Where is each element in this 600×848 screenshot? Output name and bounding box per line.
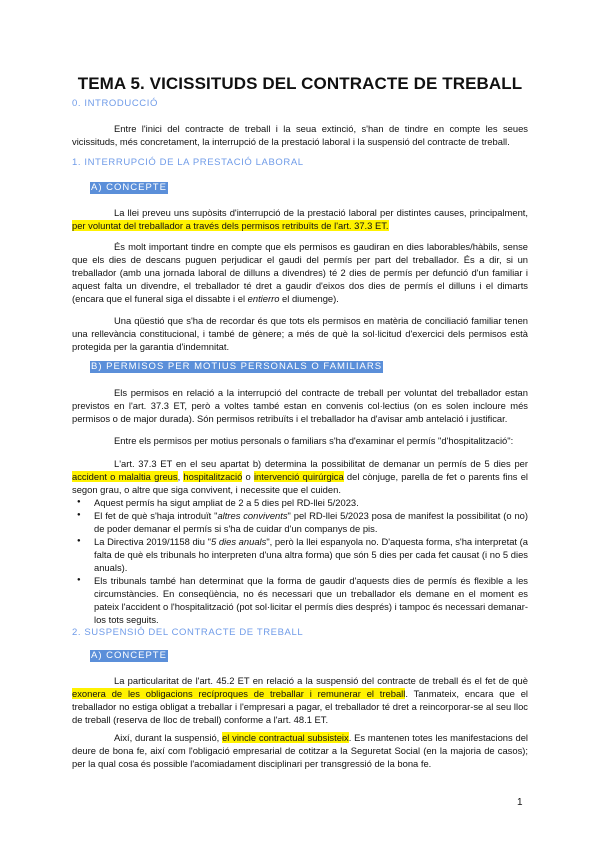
heading-suspensio: 2. SUSPENSIÓ DEL CONTRACTE DE TREBALL	[72, 627, 304, 638]
page-number: 1	[517, 797, 523, 808]
text-run: del cònjuge, parella de fet o parents fins el segon grau, o altre que siga convivent, i necessite que el cuiden.	[72, 471, 529, 495]
highlighted-text: accident o malaltia greus	[72, 471, 178, 482]
paragraph-a2	[72, 240, 528, 305]
bullet-item	[94, 509, 528, 535]
text-run: La Directiva 2019/1158 diu "	[94, 536, 211, 547]
highlighted-text: intervenció quirúrgica	[253, 471, 344, 482]
text-run: La particularitat de l'art. 45.2 ET en relació a la suspensió del contracte de treball és el fet de què	[114, 675, 528, 686]
document-title: TEMA 5. VICISSITUDS DEL CONTRACTE DE TREBALL	[77, 74, 523, 93]
text-run: L'art. 37.3 ET en el seu apartat b) determina la possibilitat de demanar un permís de 5 dies per	[114, 458, 528, 469]
text-run: . Es mantenen totes les manifestacions del deure de bona fe, així com l'obligació empresarial de cotitzar a la Seguretat Social (en la majoria de casos); per la qual cosa és possible l'acomiadament disciplinari per transgressió de la bona fe.	[72, 732, 528, 769]
paragraph-b2	[72, 434, 528, 447]
heading-interrupcio: 1. INTERRUPCIÓ DE LA PRESTACIÓ LABORAL	[72, 157, 304, 168]
highlighted-text: el vincle contractual subsisteix	[222, 732, 349, 743]
bullet-item	[94, 574, 528, 626]
bullet-item	[94, 496, 528, 509]
italic-text: entierro	[247, 293, 280, 304]
paragraph-intro	[72, 122, 528, 148]
text-run: Aquest permís ha sigut ampliat de 2 a 5 dies pel RD-llei 5/2023.	[94, 497, 359, 508]
highlighted-text: per voluntat del treballador a través dels permisos retribuïts de l'art. 37.3 ET.	[72, 220, 389, 231]
text-run: Els tribunals també han determinat que la forma de gaudir d'aquests dies de permís és flexible a les circumstàncies. En conseqüència, no és necessari que un treballador els demane en el moment es pateix l'accident o l'hospitalització (pot sol·licitar el permís dies després) i tampoc és necessari demanar-los tots seguits.	[94, 575, 528, 625]
text-run: el diumenge).	[279, 293, 339, 304]
text-run: La llei preveu uns supòsits d'interrupció de la prestació laboral per distintes causes, principalment,	[114, 207, 528, 218]
text-run: Entre l'inici del contracte de treball i la seua extinció, s'han de tindre en compte les seues vicissituds, més concretament, la interrupció de la prestació laboral i la suspensió del contracte de treball.	[72, 123, 528, 147]
subheading-permisos: B) PERMISOS PER MOTIUS PERSONALS O FAMILIARS	[91, 361, 383, 372]
bullet-list	[72, 496, 528, 626]
text-run: Així, durant la suspensió,	[114, 732, 223, 743]
highlighted-text: exonera de les obligacions recíproques de treballar i remunerar el treball	[72, 688, 406, 699]
text-run: " pel RD-llei 5/2023 posa de manifest la possibilitat (o no) de poder demanar el permís si s'ha de cuidar d'un companys de pis.	[94, 510, 529, 534]
bullet-item	[94, 535, 528, 574]
text-run: Entre els permisos per motius personals o familiars s'ha d'examinar el permís "d'hospitalització":	[114, 435, 514, 446]
paragraph-s2	[72, 731, 528, 770]
text-run: ,	[177, 471, 184, 482]
text-run: ", però la llei espanyola no. D'aquesta forma, s'ha interpretat (a falta de què els tribunals ho interpreten d'una altra forma) que són 5 dies per cada fet causat (i no 5 dies anuals).	[94, 536, 528, 573]
text-run: . Tanmateix, encara que el treballador no estiga obligat a treballar i l'empresari a pagar, el treballador té dret a reincorporar-se al seu lloc de treball (reserva de lloc de treball) conforme a l'art. 48.1 ET.	[72, 688, 528, 725]
text-run: Els permisos en relació a la interrupció del contracte de treball per voluntat del treballador estan previstos en l'art. 37.3 ET, però a voltes també estan en convenis col·lectius (on es solen incloure més permisos o de major durada). Són permisos retribuïts i el treballador ha d'avisar amb antelació i justificar.	[72, 387, 528, 424]
subheading-suspensio-concepte: A) CONCEPTE	[91, 650, 167, 661]
subheading-interrupcio-concepte: A) CONCEPTE	[91, 182, 167, 193]
italic-text: altres convivents	[217, 510, 288, 521]
paragraph-b3	[72, 457, 528, 496]
paragraph-a3	[72, 314, 528, 353]
paragraph-b1	[72, 386, 528, 425]
text-run: És molt important tindre en compte que els permisos es gaudiran en dies laborables/hàbils, sense que els dies de descans puguen perjudicar el gaudi del permís per part del treballador. És a dir, si un treballador (amb una jornada laboral de dilluns a divendres) té 2 dies de permís per defunció d'un familiar i aquest falta un divendre, el treballador té dret a gaudir d'eixos dos dies de permís el dilluns i el dimarts (encara que el funeral siga el dissabte i el	[72, 241, 528, 304]
text-run: El fet de què s'haja introduït "	[94, 510, 218, 521]
paragraph-a1	[72, 206, 528, 232]
text-run: o	[242, 471, 254, 482]
paragraph-s1	[72, 674, 528, 726]
text-run: Una qüestió que s'ha de recordar és que tots els permisos en matèria de conciliació familiar tenen una rellevància constitucional, i també de gènere; a més de què la sol·licitud d'exercici dels permisos està protegida per la garantia d'indemnitat.	[72, 315, 528, 352]
highlighted-text: hospitalització	[183, 471, 243, 482]
heading-introduccio: 0. INTRODUCCIÓ	[72, 98, 158, 109]
italic-text: 5 dies anuals	[210, 536, 267, 547]
